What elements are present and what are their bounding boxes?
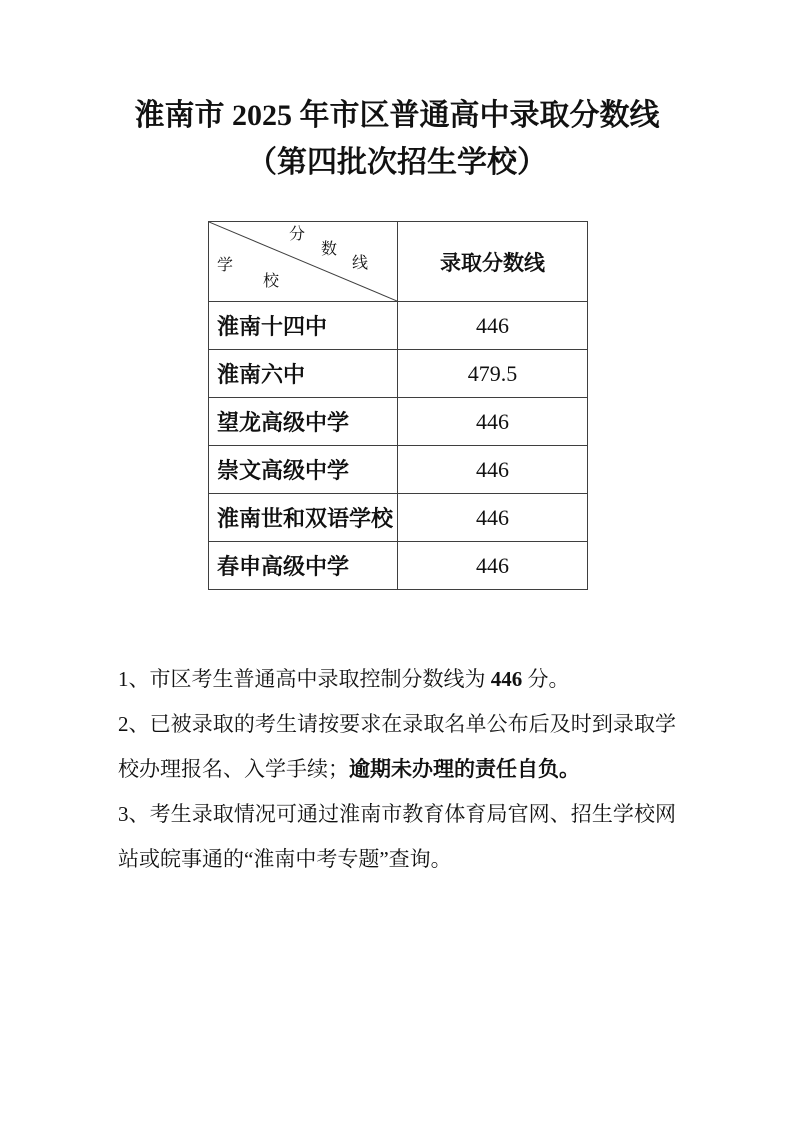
note-2: [118, 702, 676, 792]
table-row: [209, 398, 588, 446]
score-value-cell: 446: [398, 302, 588, 350]
table-row: [209, 302, 588, 350]
note-3: [118, 792, 676, 882]
notes-section: [118, 657, 676, 882]
table-row: [209, 494, 588, 542]
note-3-text: 3、考生录取情况可通过淮南市教育体育局官网、招生学校网站或皖事通的“淮南中考专题”查询。: [118, 802, 676, 871]
score-value-cell: 446: [398, 494, 588, 542]
school-name-cell: 春申高级中学: [209, 542, 398, 590]
corner-school-char-2: 校: [263, 273, 280, 290]
table-header-row: [209, 222, 588, 302]
note-1-text: 1、市区考生普通高中录取控制分数线为: [118, 667, 491, 691]
note-1: [118, 657, 676, 702]
note-1-text-after: 分。: [522, 667, 570, 691]
table-row: [209, 446, 588, 494]
corner-school-char-1: 学: [217, 257, 234, 274]
school-name-cell: 淮南十四中: [209, 302, 398, 350]
score-table: [208, 221, 588, 590]
corner-score-char-1: 分: [289, 226, 306, 243]
table-row: [209, 350, 588, 398]
page-title: [0, 92, 794, 186]
table-row: [209, 542, 588, 590]
column-header-score-line: 录取分数线: [398, 222, 588, 302]
note-2-text: 2、已被录取的考生请按要求在录取名单公布后及时到录取学校办理报名、入学手续；: [118, 712, 676, 781]
school-name-cell: 望龙高级中学: [209, 398, 398, 446]
corner-score-char-2: 数: [321, 241, 338, 258]
note-2-bold-warning: 逾期未办理的责任自负。: [349, 757, 580, 781]
score-value-cell: 446: [398, 398, 588, 446]
school-name-cell: 淮南世和双语学校: [209, 494, 398, 542]
score-value-cell: 479.5: [398, 350, 588, 398]
school-name-cell: 淮南六中: [209, 350, 398, 398]
school-name-cell: 崇文高级中学: [209, 446, 398, 494]
note-1-bold-score: 446: [490, 667, 523, 691]
page-title-line-2: （第四批次招生学校）: [247, 146, 547, 179]
table-corner-cell: [209, 222, 398, 302]
corner-score-char-3: 线: [352, 255, 369, 272]
page-title-line-1: 淮南市 2025 年市区普通高中录取分数线: [134, 99, 660, 132]
score-value-cell: 446: [398, 542, 588, 590]
score-value-cell: 446: [398, 446, 588, 494]
